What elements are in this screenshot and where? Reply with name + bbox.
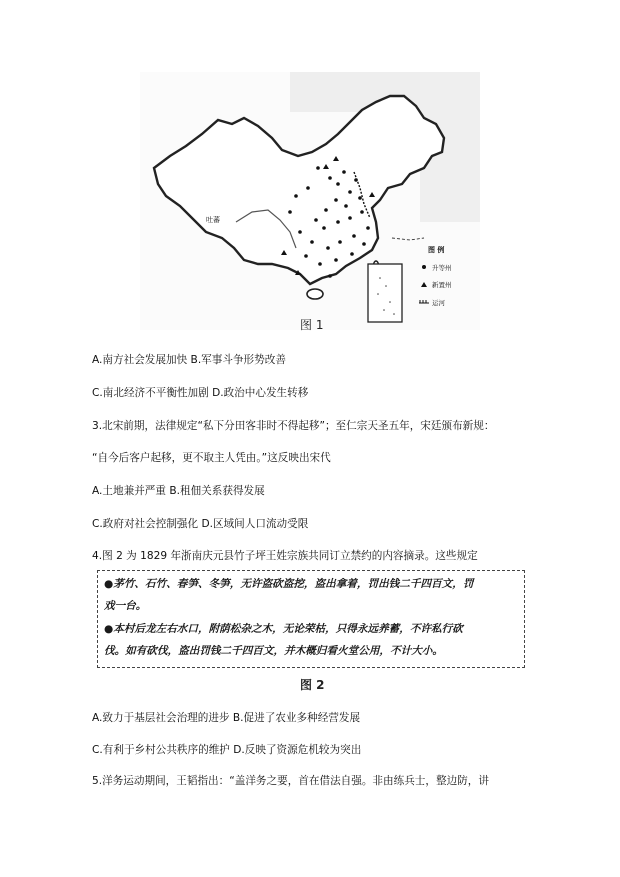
figure2-excerpt-box xyxy=(97,570,525,668)
legend-item-new: 新置州 xyxy=(432,281,452,289)
figure1-caption: 图 1 xyxy=(300,318,324,332)
q4-options-line1: A.致力于基层社会治理的进步 B.促进了农业多种经营发展 xyxy=(92,712,361,724)
south-china-sea-inset xyxy=(368,264,402,322)
legend-item-canal: 运河 xyxy=(432,299,445,307)
q3-options-line1: A.土地兼并严重 B.租佃关系获得发展 xyxy=(92,485,265,497)
q2-options-line1: A.南方社会发展加快 B.军事斗争形势改善 xyxy=(92,354,286,366)
figure2-caption: 图 2 xyxy=(300,678,325,692)
excerpt-line1: ●茅竹、石竹、春笋、冬笋，无许盗砍盗挖，盗出拿着，罚出钱二千四百文，罚 xyxy=(104,578,474,590)
excerpt-line4: 伐。如有砍伐，盗出罚钱二千四百文，并木概归看火堂公用，不计大小。 xyxy=(104,645,443,657)
q4-stem: 4.图 2 为 1829 年浙南庆元县竹子坪王姓宗族共同订立禁约的内容摘录。这些规定 xyxy=(92,550,478,562)
q3-stem-line1: 3.北宋前期，法律规定“私下分田客非时不得起移”；至仁宗天圣五年，宋廷颁布新规： xyxy=(92,420,495,432)
china-map-figure xyxy=(140,72,480,330)
q3-stem-line2: “自今后客户起移，更不取主人凭由。”这反映出宋代 xyxy=(92,452,331,464)
map-label-tubo: 吐蕃 xyxy=(206,216,220,224)
excerpt-line3: ●本村后龙左右水口，附荫松杂之木，无论荣枯，只得永远养蓄，不许私行砍 xyxy=(104,623,463,635)
excerpt-line2: 戏一台。 xyxy=(104,600,147,612)
legend-item-upgraded: 升等州 xyxy=(432,264,452,272)
q5-stem: 5.洋务运动期间，王韬指出：“盖洋务之要，首在借法自强。非由练兵士，整边防，讲 xyxy=(92,775,489,787)
q2-options-line2: C.南北经济不平衡性加剧 D.政治中心发生转移 xyxy=(92,387,309,399)
legend-title: 图 例 xyxy=(428,246,445,254)
q4-options-line2: C.有利于乡村公共秩序的维护 D.反映了资源危机较为突出 xyxy=(92,744,362,756)
china-map-image xyxy=(140,72,480,330)
q3-options-line2: C.政府对社会控制强化 D.区域间人口流动受限 xyxy=(92,518,309,530)
